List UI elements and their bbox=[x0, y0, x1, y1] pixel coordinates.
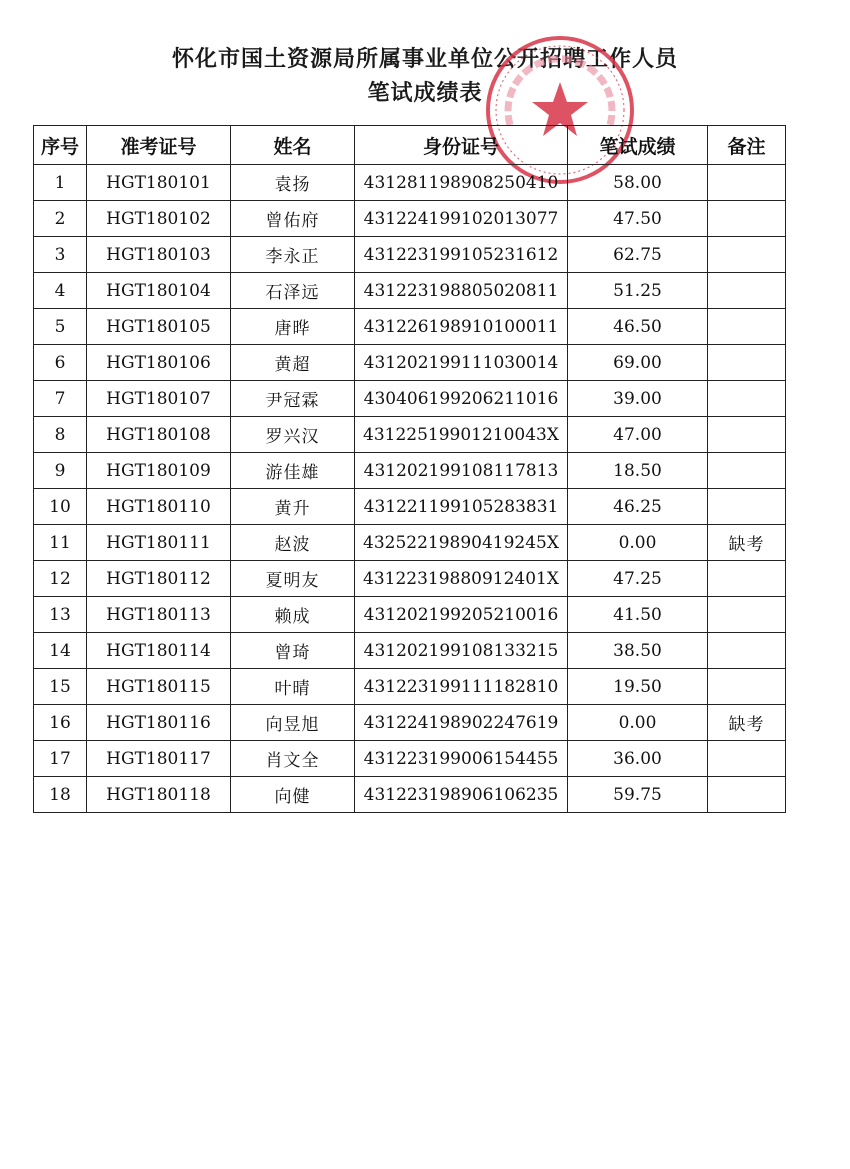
row-id-card: 431202199108117813 bbox=[355, 453, 568, 489]
row-no: 8 bbox=[34, 417, 87, 453]
table-row bbox=[34, 381, 786, 417]
row-no: 10 bbox=[34, 489, 87, 525]
row-no: 3 bbox=[34, 237, 87, 273]
row-no: 13 bbox=[34, 597, 87, 633]
row-note bbox=[708, 345, 786, 381]
row-note bbox=[708, 777, 786, 813]
row-name: 赵波 bbox=[231, 525, 355, 561]
row-id-card: 430406199206211016 bbox=[355, 381, 568, 417]
row-no: 14 bbox=[34, 633, 87, 669]
row-id-card: 43122519901210043X bbox=[355, 417, 568, 453]
table-row bbox=[34, 165, 786, 201]
row-name: 赖成 bbox=[231, 597, 355, 633]
row-note: 缺考 bbox=[708, 705, 786, 741]
row-score: 47.25 bbox=[568, 561, 708, 597]
row-exam-id: HGT180107 bbox=[87, 381, 231, 417]
row-score: 39.00 bbox=[568, 381, 708, 417]
row-score: 47.50 bbox=[568, 201, 708, 237]
row-note bbox=[708, 561, 786, 597]
row-score: 46.50 bbox=[568, 309, 708, 345]
row-exam-id: HGT180101 bbox=[87, 165, 231, 201]
row-id-card: 431223199006154455 bbox=[355, 741, 568, 777]
row-note bbox=[708, 273, 786, 309]
row-id-card: 431223199111182810 bbox=[355, 669, 568, 705]
row-exam-id: HGT180113 bbox=[87, 597, 231, 633]
table-row bbox=[34, 525, 786, 561]
row-exam-id: HGT180102 bbox=[87, 201, 231, 237]
row-name: 石泽远 bbox=[231, 273, 355, 309]
table-row bbox=[34, 237, 786, 273]
row-name: 向健 bbox=[231, 777, 355, 813]
row-name: 李永正 bbox=[231, 237, 355, 273]
row-no: 16 bbox=[34, 705, 87, 741]
row-name: 曾佑府 bbox=[231, 201, 355, 237]
row-exam-id: HGT180114 bbox=[87, 633, 231, 669]
row-no: 18 bbox=[34, 777, 87, 813]
table-row bbox=[34, 417, 786, 453]
row-id-card: 43122319880912401X bbox=[355, 561, 568, 597]
row-score: 47.00 bbox=[568, 417, 708, 453]
header-exam-id: 准考证号 bbox=[87, 126, 231, 165]
row-no: 11 bbox=[34, 525, 87, 561]
row-no: 2 bbox=[34, 201, 87, 237]
row-score: 38.50 bbox=[568, 633, 708, 669]
table-row bbox=[34, 705, 786, 741]
row-name: 夏明友 bbox=[231, 561, 355, 597]
table-row bbox=[34, 561, 786, 597]
row-exam-id: HGT180116 bbox=[87, 705, 231, 741]
row-exam-id: HGT180118 bbox=[87, 777, 231, 813]
table-row bbox=[34, 597, 786, 633]
row-no: 12 bbox=[34, 561, 87, 597]
table-row bbox=[34, 741, 786, 777]
row-score: 69.00 bbox=[568, 345, 708, 381]
row-note bbox=[708, 597, 786, 633]
row-id-card: 431224199102013077 bbox=[355, 201, 568, 237]
row-id-card: 431281198908250410 bbox=[355, 165, 568, 201]
table-row bbox=[34, 453, 786, 489]
row-name: 黄超 bbox=[231, 345, 355, 381]
table-row bbox=[34, 633, 786, 669]
row-exam-id: HGT180110 bbox=[87, 489, 231, 525]
row-id-card: 431221199105283831 bbox=[355, 489, 568, 525]
table-header-row bbox=[34, 126, 786, 165]
row-name: 尹冠霖 bbox=[231, 381, 355, 417]
row-exam-id: HGT180104 bbox=[87, 273, 231, 309]
row-name: 黄升 bbox=[231, 489, 355, 525]
row-id-card: 431223198805020811 bbox=[355, 273, 568, 309]
page-subtitle: 笔试成绩表 bbox=[367, 81, 483, 106]
row-score: 46.25 bbox=[568, 489, 708, 525]
row-name: 叶晴 bbox=[231, 669, 355, 705]
row-id-card: 431202199111030014 bbox=[355, 345, 568, 381]
header-no: 序号 bbox=[34, 126, 87, 165]
row-score: 36.00 bbox=[568, 741, 708, 777]
row-note: 缺考 bbox=[708, 525, 786, 561]
row-note bbox=[708, 741, 786, 777]
row-note bbox=[708, 417, 786, 453]
row-score: 19.50 bbox=[568, 669, 708, 705]
row-note bbox=[708, 453, 786, 489]
table-row bbox=[34, 201, 786, 237]
table-row bbox=[34, 777, 786, 813]
row-name: 袁扬 bbox=[231, 165, 355, 201]
row-score: 18.50 bbox=[568, 453, 708, 489]
row-exam-id: HGT180109 bbox=[87, 453, 231, 489]
row-score: 0.00 bbox=[568, 525, 708, 561]
header-score: 笔试成绩 bbox=[568, 126, 708, 165]
row-exam-id: HGT180117 bbox=[87, 741, 231, 777]
row-exam-id: HGT180105 bbox=[87, 309, 231, 345]
row-score: 51.25 bbox=[568, 273, 708, 309]
row-id-card: 431224198902247619 bbox=[355, 705, 568, 741]
row-score: 0.00 bbox=[568, 705, 708, 741]
row-note bbox=[708, 201, 786, 237]
row-name: 肖文全 bbox=[231, 741, 355, 777]
table-row bbox=[34, 345, 786, 381]
table-row bbox=[34, 669, 786, 705]
row-name: 曾琦 bbox=[231, 633, 355, 669]
row-score: 58.00 bbox=[568, 165, 708, 201]
row-id-card: 43252219890419245X bbox=[355, 525, 568, 561]
row-name: 向昱旭 bbox=[231, 705, 355, 741]
score-table bbox=[33, 125, 786, 813]
row-id-card: 431202199205210016 bbox=[355, 597, 568, 633]
row-id-card: 431202199108133215 bbox=[355, 633, 568, 669]
row-exam-id: HGT180106 bbox=[87, 345, 231, 381]
row-name: 罗兴汉 bbox=[231, 417, 355, 453]
row-note bbox=[708, 633, 786, 669]
row-no: 15 bbox=[34, 669, 87, 705]
row-no: 5 bbox=[34, 309, 87, 345]
row-exam-id: HGT180115 bbox=[87, 669, 231, 705]
row-no: 17 bbox=[34, 741, 87, 777]
row-id-card: 431223199105231612 bbox=[355, 237, 568, 273]
row-exam-id: HGT180111 bbox=[87, 525, 231, 561]
row-no: 4 bbox=[34, 273, 87, 309]
header-id-card: 身份证号 bbox=[355, 126, 568, 165]
page-title: 怀化市国土资源局所属事业单位公开招聘工作人员 bbox=[171, 47, 678, 72]
row-exam-id: HGT180112 bbox=[87, 561, 231, 597]
header-note: 备注 bbox=[708, 126, 786, 165]
header-name: 姓名 bbox=[231, 126, 355, 165]
row-score: 59.75 bbox=[568, 777, 708, 813]
row-no: 1 bbox=[34, 165, 87, 201]
row-name: 唐晔 bbox=[231, 309, 355, 345]
table-row bbox=[34, 273, 786, 309]
row-no: 9 bbox=[34, 453, 87, 489]
row-no: 6 bbox=[34, 345, 87, 381]
row-id-card: 431223198906106235 bbox=[355, 777, 568, 813]
row-note bbox=[708, 165, 786, 201]
row-score: 62.75 bbox=[568, 237, 708, 273]
row-id-card: 431226198910100011 bbox=[355, 309, 568, 345]
table-row bbox=[34, 489, 786, 525]
row-exam-id: HGT180103 bbox=[87, 237, 231, 273]
row-name: 游佳雄 bbox=[231, 453, 355, 489]
row-exam-id: HGT180108 bbox=[87, 417, 231, 453]
table-row bbox=[34, 309, 786, 345]
row-note bbox=[708, 237, 786, 273]
row-note bbox=[708, 669, 786, 705]
row-score: 41.50 bbox=[568, 597, 708, 633]
row-note bbox=[708, 489, 786, 525]
row-note bbox=[708, 381, 786, 417]
row-no: 7 bbox=[34, 381, 87, 417]
row-note bbox=[708, 309, 786, 345]
